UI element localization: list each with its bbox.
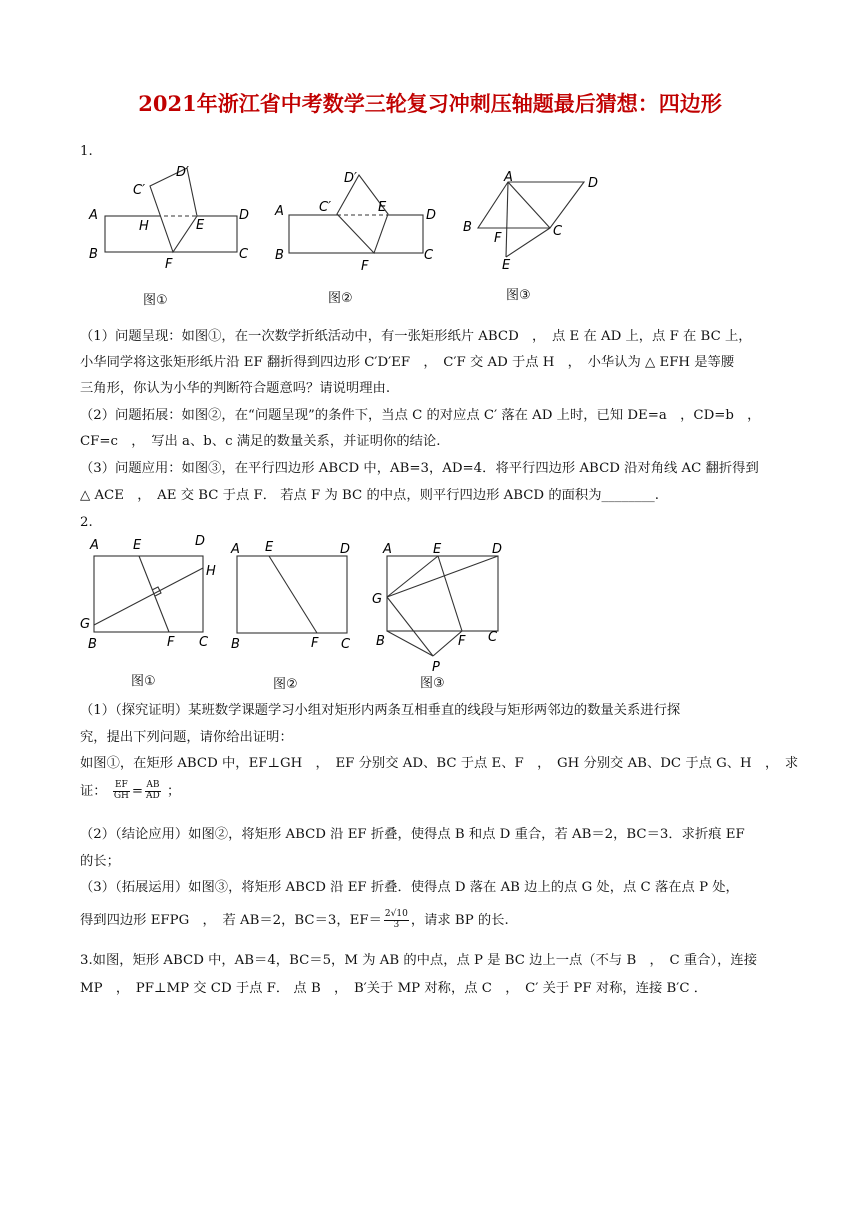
fig3-label-D: D	[588, 176, 599, 191]
q2-caption-2: 图②	[273, 677, 298, 692]
q1-part3-line2: △ ACE ， AE 交 BC 于点 F． 若点 F 为 BC 的中点，则平行四边形 ABCD 的面积为________.	[80, 488, 659, 503]
fraction-ab-ad: $\frac{AB}{AD}$	[146, 780, 160, 801]
q3-line1: 3.如图，矩形 ABCD 中，AB＝4，BC＝5，M 为 AB 的中点，点 P 是 BC 边上一点（不与 B ， C 重合），连接	[80, 953, 757, 968]
q1-caption-1: 图①	[143, 293, 168, 308]
q2fig1-label-H: H	[206, 564, 216, 579]
q1-part1-line2: 小华同学将这张矩形纸片沿 EF 翻折得到四边形 C′D′EF ， C′F 交 AD 于点 H ， 小华认为 △ EFH 是等腰	[80, 355, 735, 370]
proof-prefix: 证：	[80, 783, 107, 799]
q2fig3-label-D: D	[492, 542, 503, 557]
q2-part1-line1: （1）（探究证明）某班数学课题学习小组对矩形内两条互相垂直的线段与矩形两邻边的数量关系进行探	[80, 703, 681, 718]
fig3-label-C: C	[553, 224, 563, 239]
q1-part3-line1: （3）问题应用：如图③，在平行四边形 ABCD 中，AB=3，AD=4．将平行四边形 ABCD 沿对角线 AC 翻折得到	[80, 461, 759, 476]
fig2-label-A: A	[275, 204, 284, 219]
fig1-label-E: E	[196, 218, 205, 233]
q2-figure-1	[78, 533, 228, 653]
q2fig2-label-E: E	[265, 540, 274, 555]
fig1-label-A: A	[89, 208, 98, 223]
q2-part1-line2: 究，提出下列问题，请你给出证明：	[80, 730, 293, 745]
q2fig2-label-A: A	[231, 542, 240, 557]
fig1-label-H: H	[139, 219, 149, 234]
q2fig1-label-E: E	[133, 538, 142, 553]
q2fig3-label-E: E	[433, 542, 442, 557]
q2-figure-3	[370, 533, 510, 678]
fig1-label-D: D	[239, 208, 250, 223]
fig2-label-D: D	[426, 208, 437, 223]
q2fig3-label-C: C	[488, 630, 498, 645]
q2-proof-line: 证： $\frac{EF}{GH}$ = $\frac{AB}{AD}$ ；	[80, 780, 181, 801]
fig2-label-Dp: D′	[344, 171, 357, 186]
q2fig3-label-B: B	[376, 634, 385, 649]
q2-number: 2.	[80, 515, 93, 530]
proof-suffix: ；	[166, 783, 181, 799]
fraction-ef-gh: $\frac{EF}{GH}$	[113, 780, 129, 801]
fig2-label-F: F	[361, 259, 369, 274]
part3-suffix: ，请求 BP 的长.	[410, 912, 509, 928]
q1-figure-3	[460, 165, 610, 275]
q1-part2-line2: CF=c ， 写出 a、b、c 满足的数量关系，并证明你的结论.	[80, 434, 441, 449]
q2fig2-label-C: C	[341, 637, 351, 652]
q1-caption-3: 图③	[506, 288, 531, 303]
fig1-label-Cp: C′	[133, 183, 146, 198]
q2fig1-label-A: A	[90, 538, 99, 553]
fig3-label-F: F	[494, 231, 502, 246]
q2-part1-line3: 如图①，在矩形 ABCD 中，EF⊥GH ， EF 分别交 AD、BC 于点 E、F ， GH 分别交 AB、DC 于点 G、H ， 求	[80, 756, 799, 771]
q2-part3-line2	[80, 910, 780, 931]
fig2-label-B: B	[275, 248, 284, 263]
q2-part3-line1: （3）（拓展运用）如图③，将矩形 ABCD 沿 EF 折叠．使得点 D 落在 AB 边上的点 G 处，点 C 落在点 P 处，	[80, 880, 739, 895]
q2fig3-label-A: A	[383, 542, 392, 557]
fig3-label-E: E	[502, 258, 511, 273]
fig2-label-E: E	[378, 200, 387, 215]
fraction-ef-value: $\frac{2√10}{3}$	[384, 909, 408, 930]
fig1-label-F: F	[165, 257, 173, 272]
document-title: 2021年浙江省中考数学三轮复习冲刺压轴题最后猜想：四边形	[138, 91, 722, 116]
q2fig3-label-F: F	[458, 634, 466, 649]
q2fig2-label-F: F	[311, 636, 319, 651]
q3-line2: MP ， PF⊥MP 交 CD 于点 F． 点 B ， B′关于 MP 对称，点 C ， C′ 关于 PF 对称，连接 B′C ．	[80, 981, 708, 996]
q2fig2-label-D: D	[340, 542, 351, 557]
q1-figure-2	[272, 165, 447, 275]
part3-prefix: 得到四边形 EFPG ， 若 AB＝2，BC＝3，EF＝	[80, 912, 382, 928]
q1-number: 1.	[80, 144, 93, 159]
fig2-label-C: C	[424, 248, 434, 263]
q2fig3-label-G: G	[372, 592, 383, 607]
q2-figure-2	[225, 533, 360, 653]
q2fig3-label-P: P	[432, 660, 440, 675]
fig2-label-Cp: C′	[319, 200, 332, 215]
q2-caption-3: 图③	[420, 676, 445, 691]
q2-part2-line1: （2）（结论应用）如图②，将矩形 ABCD 沿 EF 折叠，使得点 B 和点 D 重合，若 AB＝2，BC＝3．求折痕 EF	[80, 827, 745, 842]
q2-caption-1: 图①	[131, 674, 156, 689]
q1-figure-1	[85, 160, 260, 275]
q2fig1-label-C: C	[199, 635, 209, 650]
q2fig2-label-B: B	[231, 637, 240, 652]
q2fig1-label-B: B	[88, 637, 97, 652]
q2fig1-label-F: F	[167, 635, 175, 650]
fig3-label-A: A	[504, 170, 513, 185]
q1-part1-line1: （1）问题呈现：如图①，在一次数学折纸活动中，有一张矩形纸片 ABCD ， 点 E 在 AD 上，点 F 在 BC 上，	[80, 329, 752, 344]
fig1-label-B: B	[89, 247, 98, 262]
q1-part1-line3: 三角形，你认为小华的判断符合题意吗？请说明理由.	[80, 381, 391, 396]
q2-part2-line2: 的长；	[80, 854, 120, 869]
q2fig1-label-G: G	[80, 617, 91, 632]
q2fig1-label-D: D	[195, 534, 206, 549]
q1-part2-line1: （2）问题拓展：如图②，在“问题呈现”的条件下，当点 C 的对应点 C′ 落在 AD 上时，已知 DE=a ，CD=b ，	[80, 408, 761, 423]
fig1-label-Dp: D′	[176, 165, 189, 180]
q1-caption-2: 图②	[328, 291, 353, 306]
fig3-label-B: B	[463, 220, 472, 235]
fig1-label-C: C	[239, 247, 249, 262]
